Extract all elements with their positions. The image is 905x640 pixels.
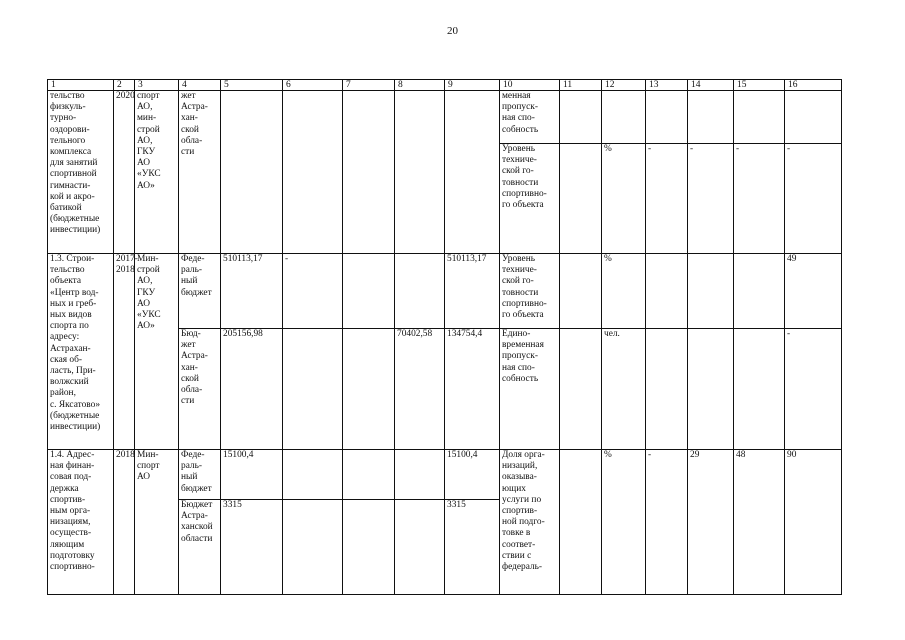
header-cell: 9 — [445, 80, 500, 91]
value-cell — [560, 450, 602, 595]
header-cell: 4 — [179, 80, 221, 91]
funding-source-cell: Бюд- жет Астра- хан- ской обла- сти — [179, 329, 221, 450]
value-cell: 29 — [688, 450, 734, 595]
header-cell: 1 — [48, 80, 114, 91]
executor-cell: спорт АО, мин- строй АО, ГКУ АО «УКС АО» — [135, 91, 179, 254]
value-cell — [560, 254, 602, 329]
unit-cell: % — [602, 254, 646, 329]
value-cell: 49 — [785, 254, 842, 329]
value-cell: 510113,17 — [221, 254, 283, 329]
funding-source-cell: Феде- раль- ный бюджет — [179, 254, 221, 329]
period-cell: 2018 — [114, 450, 135, 595]
value-cell — [688, 254, 734, 329]
unit-cell: % — [602, 144, 646, 254]
indicator-cell: менная пропуск- ная спо- собность — [500, 91, 560, 144]
value-cell — [395, 500, 445, 595]
unit-cell — [602, 91, 646, 144]
value-cell: 510113,17 — [445, 254, 500, 329]
value-cell — [560, 144, 602, 254]
period-cell: 2020 — [114, 91, 135, 254]
value-cell — [560, 91, 602, 144]
executor-cell: Мин- спорт АО — [135, 450, 179, 595]
header-cell: 13 — [646, 80, 688, 91]
table-row — [48, 450, 842, 500]
value-cell — [734, 254, 785, 329]
value-cell: - — [646, 144, 688, 254]
value-cell — [560, 329, 602, 450]
value-cell — [283, 91, 343, 254]
header-cell: 10 — [500, 80, 560, 91]
program-table — [47, 79, 842, 595]
value-cell: 3315 — [445, 500, 500, 595]
value-cell: 205156,98 — [221, 329, 283, 450]
funding-source-cell: Феде- раль- ный бюджет — [179, 450, 221, 500]
indicator-cell: Едино- временная пропуск- ная спо- собность — [500, 329, 560, 450]
value-cell — [646, 329, 688, 450]
value-cell: 15100,4 — [221, 450, 283, 500]
table-header-row — [48, 80, 842, 91]
value-cell — [283, 329, 343, 450]
header-cell: 8 — [395, 80, 445, 91]
unit-cell: чел. — [602, 329, 646, 450]
header-cell: 12 — [602, 80, 646, 91]
indicator-cell: Доля орга- низаций, оказыва- ющих услуги по спортив- ной подго- товке в соответ- ствии с федераль- — [500, 450, 560, 595]
value-cell — [343, 500, 395, 595]
header-cell: 16 — [785, 80, 842, 91]
value-cell — [395, 254, 445, 329]
header-cell: 3 — [135, 80, 179, 91]
item-name-cell: тельство физкуль- турно- оздорови- тельного комплекса для занятий спортивной гимнасти- кой и акро- батикой (бюджетные инвестиции) — [48, 91, 114, 254]
value-cell — [688, 91, 734, 144]
value-cell — [734, 329, 785, 450]
table-row — [48, 91, 842, 144]
funding-source-cell: Бюджет Астра- ханской области — [179, 500, 221, 595]
value-cell: 70402,58 — [395, 329, 445, 450]
table-row — [48, 254, 842, 329]
value-cell — [283, 500, 343, 595]
value-cell — [395, 450, 445, 500]
value-cell: - — [785, 329, 842, 450]
value-cell: 48 — [734, 450, 785, 595]
value-cell — [785, 91, 842, 144]
value-cell — [688, 329, 734, 450]
value-cell: - — [734, 144, 785, 254]
value-cell — [445, 91, 500, 254]
funding-source-cell: жет Астра- хан- ской обла- сти — [179, 91, 221, 254]
value-cell — [343, 254, 395, 329]
indicator-cell: Уровень техниче- ской го- товности спортивно- го объекта — [500, 254, 560, 329]
value-cell: - — [283, 254, 343, 329]
value-cell — [734, 91, 785, 144]
value-cell — [343, 329, 395, 450]
value-cell — [283, 450, 343, 500]
page-number: 20 — [447, 25, 458, 37]
value-cell — [343, 450, 395, 500]
unit-cell: % — [602, 450, 646, 595]
value-cell — [221, 91, 283, 254]
value-cell: 134754,4 — [445, 329, 500, 450]
value-cell: 3315 — [221, 500, 283, 595]
value-cell: 90 — [785, 450, 842, 595]
item-name-cell: 1.4. Адрес- ная финан- совая под- держка спортив- ным орга- низациям, осуществ- ляющим подготовку спортивно- — [48, 450, 114, 595]
period-cell: 2017- 2018 — [114, 254, 135, 450]
value-cell — [395, 91, 445, 254]
executor-cell: Мин- строй АО, ГКУ АО «УКС АО» — [135, 254, 179, 450]
value-cell: - — [785, 144, 842, 254]
header-cell: 14 — [688, 80, 734, 91]
value-cell: 15100,4 — [445, 450, 500, 500]
header-cell: 15 — [734, 80, 785, 91]
header-cell: 6 — [283, 80, 343, 91]
header-cell: 11 — [560, 80, 602, 91]
header-cell: 2 — [114, 80, 135, 91]
header-cell: 5 — [221, 80, 283, 91]
value-cell — [343, 91, 395, 254]
value-cell — [646, 91, 688, 144]
value-cell: - — [688, 144, 734, 254]
header-cell: 7 — [343, 80, 395, 91]
indicator-cell: Уровень техниче- ской го- товности спортивно- го объекта — [500, 144, 560, 254]
item-name-cell: 1.3. Строи- тельство объекта «Центр вод- ных и греб- ных видов спорта по адресу: Астрахан- ская об- ласть, При- волжский район, с. Яксатово» (бюджетные инвестиции) — [48, 254, 114, 450]
value-cell: - — [646, 450, 688, 595]
value-cell — [646, 254, 688, 329]
